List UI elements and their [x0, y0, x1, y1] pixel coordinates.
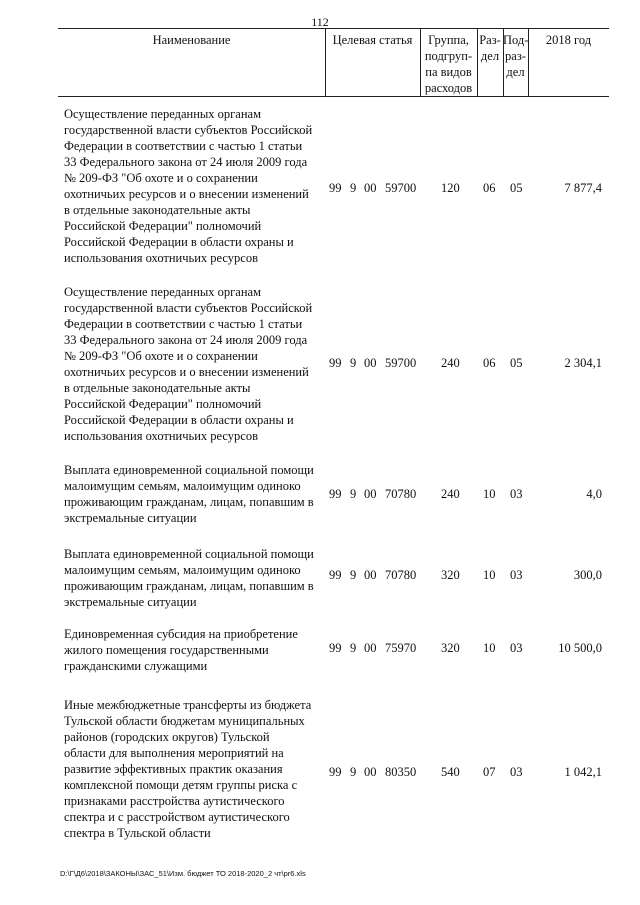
- subsection-code: 05: [510, 181, 523, 195]
- code-sub: 00: [364, 568, 377, 582]
- code-program: 99: [329, 356, 342, 370]
- amount: 300,0: [573, 568, 602, 582]
- amount: 2 304,1: [564, 356, 602, 370]
- code-item: 70780: [385, 568, 417, 582]
- section-code: 10: [483, 487, 496, 501]
- header-group: Группа, подгруп- па видов расходов: [424, 33, 473, 95]
- section-code: 07: [483, 765, 496, 779]
- header-target: Целевая статья: [332, 33, 413, 47]
- code-direction: 9: [350, 765, 357, 779]
- group-code: 120: [441, 181, 460, 195]
- subsection-code: 03: [510, 765, 523, 779]
- code-direction: 9: [350, 487, 357, 501]
- code-program: 99: [329, 181, 342, 195]
- subsection-code: 03: [510, 641, 523, 655]
- subsection-code: 03: [510, 487, 523, 501]
- amount: 1 042,1: [564, 765, 602, 779]
- file-path-footer: D:\Г\Д6\2018\ЗАКОНЫ\ЗАС_51\Изм. бюджет ТО 2018-2020_2 чт\pr6.xls: [60, 869, 306, 878]
- table-header: [58, 28, 609, 97]
- header-section: Раз- дел: [479, 33, 501, 63]
- row-name: Иные межбюджетные трансферты из бюджета Тульской области бюджетам муниципальных районов (городских округов) Тульской области для выполнения мероприятий на развитие эффективных практик оказания комплексной помощи детям группы риска с признаками расстройства аутистического спектра и с расстройством аутистического спектра в Тульской области: [64, 698, 312, 840]
- group-code: 320: [441, 568, 460, 582]
- row-name: Выплата единовременной социальной помощи малоимущим семьям, малоимущим одиноко проживающим гражданам, лицам, попавшим в экстремальные ситуации: [64, 547, 314, 609]
- amount: 10 500,0: [558, 641, 602, 655]
- row-name: Осуществление переданных органам государственной власти субъектов Российской Федерации в соответствии с частью 1 статьи 33 Федерального закона от 24 июля 2009 года № 209-ФЗ "Об охоте и о сохранении охотничьих ресурсов и о внесении изменений в отдельные законодательные акты Российской Федерации" полномочий Российской Федерации в области охраны и использования охотничьих ресурсов: [64, 107, 313, 265]
- row-name: Осуществление переданных органам государственной власти субъектов Российской Федерации в соответствии с частью 1 статьи 33 Федерального закона от 24 июля 2009 года № 209-ФЗ "Об охоте и о сохранении охотничьих ресурсов и о внесении изменений в отдельные законодательные акты Российской Федерации" полномочий Российской Федерации в области охраны и использования охотничьих ресурсов: [64, 285, 313, 443]
- code-direction: 9: [350, 568, 357, 582]
- code-item: 59700: [385, 356, 417, 370]
- group-code: 320: [441, 641, 460, 655]
- code-program: 99: [329, 487, 342, 501]
- section-code: 06: [483, 356, 496, 370]
- section-code: 10: [483, 568, 496, 582]
- code-program: 99: [329, 568, 342, 582]
- code-direction: 9: [350, 356, 357, 370]
- group-code: 240: [441, 356, 460, 370]
- amount: 4,0: [586, 487, 602, 501]
- subsection-code: 05: [510, 356, 523, 370]
- code-program: 99: [329, 641, 342, 655]
- group-code: 540: [441, 765, 460, 779]
- code-item: 59700: [385, 181, 417, 195]
- subsection-code: 03: [510, 568, 523, 582]
- header-subsection: Под- раз- дел: [503, 33, 529, 79]
- header-year: 2018 год: [545, 33, 592, 47]
- code-sub: 00: [364, 181, 377, 195]
- page-number: 112: [311, 15, 329, 29]
- code-sub: 00: [364, 641, 377, 655]
- code-direction: 9: [350, 181, 357, 195]
- amount: 7 877,4: [564, 181, 602, 195]
- section-code: 06: [483, 181, 496, 195]
- code-sub: 00: [364, 765, 377, 779]
- code-program: 99: [329, 765, 342, 779]
- code-sub: 00: [364, 356, 377, 370]
- row-name: Единовременная субсидия на приобретение жилого помещения государственными гражданскими служащими: [64, 627, 298, 673]
- header-name: Наименование: [152, 33, 231, 47]
- code-sub: 00: [364, 487, 377, 501]
- code-direction: 9: [350, 641, 357, 655]
- code-item: 80350: [385, 765, 417, 779]
- group-code: 240: [441, 487, 460, 501]
- code-item: 75970: [385, 641, 417, 655]
- section-code: 10: [483, 641, 496, 655]
- row-name: Выплата единовременной социальной помощи малоимущим семьям, малоимущим одиноко проживающим гражданам, лицам, попавшим в экстремальные ситуации: [64, 463, 314, 525]
- code-item: 70780: [385, 487, 417, 501]
